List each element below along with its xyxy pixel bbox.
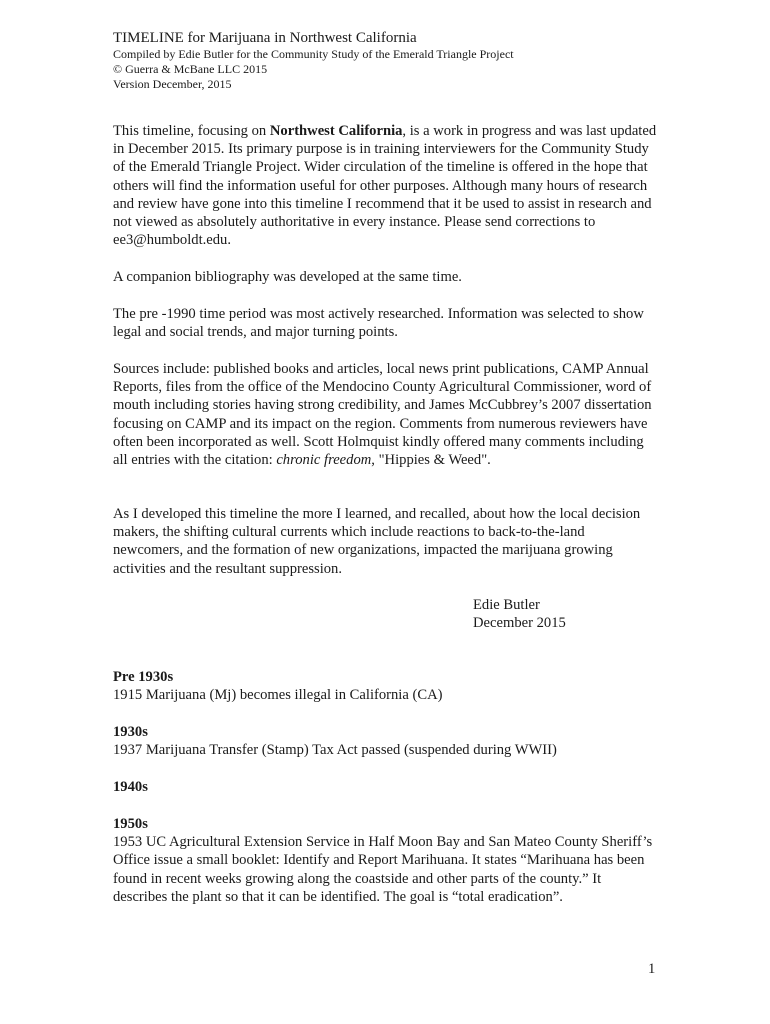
page-number: 1 [648, 961, 656, 977]
timeline-heading: Pre 1930s [113, 669, 174, 685]
timeline-section-1940s [113, 778, 658, 796]
signature-block [473, 596, 566, 632]
intro-paragraph-2 [113, 268, 658, 286]
intro-p1-rest: , is a work in progress and was last updated in December 2015. Its primary purpose is in training interviewers for the Community Study of the Emerald Triangle Project. Wider circulation of the timeline is offered in the hope that others will find the information useful for other purposes. Although many hours of research and review have gone into this timeline I recommend that it be used to assist in research and not viewed as absolutely authoritative in every instance. Please send corrections to ee3@humboldt.edu. [113, 123, 657, 249]
document-title: TIMELINE for Marijuana in Northwest California [113, 30, 417, 46]
intro-p4-rest: , "Hippies & Weed". [371, 452, 491, 469]
compiled-by-line: Compiled by Edie Butler for the Community Study of the Emerald Triangle Project [113, 47, 514, 61]
intro-paragraph-3 [113, 305, 658, 341]
intro-p1-bold: Northwest California [269, 123, 403, 139]
timeline-entry: 1915 Marijuana (Mj) becomes illegal in California (CA) [113, 687, 443, 704]
version-line: Version December, 2015 [113, 77, 232, 91]
document-header [113, 29, 673, 92]
timeline-section-pre-1930s [113, 668, 658, 704]
copyright-line: © Guerra & McBane LLC 2015 [113, 62, 268, 76]
intro-paragraph-5 [113, 505, 658, 578]
intro-p1-lead: This timeline, focusing on [113, 123, 270, 139]
signature-name: Edie Butler [473, 597, 540, 613]
intro-paragraph-1 [113, 122, 658, 249]
intro-p3: The pre -1990 time period was most actively researched. Information was selected to show legal and social trends, and major turning points. [113, 306, 644, 341]
timeline-entry: 1937 Marijuana Transfer (Stamp) Tax Act passed (suspended during WWII) [113, 742, 557, 759]
intro-p2: A companion bibliography was developed at the same time. [113, 269, 462, 285]
timeline-section-1930s [113, 723, 658, 759]
intro-p4-italic: chronic freedom [276, 452, 372, 469]
timeline-heading: 1950s [113, 816, 148, 832]
timeline-entry: 1953 UC Agricultural Extension Service in Half Moon Bay and San Mateo County Sheriff’s Office issue a small booklet: Identify and Report Marihuana. It states “Marihuana has been found in recent weeks growing along the coastside and other parts of the county.” It describes the plant so that it can be identified. The goal is “total eradication”. [113, 834, 653, 905]
intro-p4-lead: Sources include: published books and articles, local news print publications, CAMP Annual Reports, files from the office of the Mendocino County Agricultural Commissioner, word of mouth including stories having strong credibility, and James McCubbrey’s 2007 dissertation focusing on CAMP and its impact on the region. Comments from numerous reviewers have often been incorporated as well. Scott Holmquist kindly offered many comments including all entries with the citation: [113, 361, 652, 469]
timeline-heading: 1940s [113, 779, 148, 795]
intro-p5: As I developed this timeline the more I learned, and recalled, about how the local decision makers, the shifting cultural currents which include reactions to back-to-the-land newcomers, and the formation of new organizations, impacted the marijuana growing activities and the resultant suppression. [113, 506, 641, 577]
intro-paragraph-4 [113, 360, 658, 469]
timeline-heading: 1930s [113, 724, 148, 740]
timeline-section-1950s [113, 815, 658, 906]
signature-date: December 2015 [473, 615, 566, 632]
